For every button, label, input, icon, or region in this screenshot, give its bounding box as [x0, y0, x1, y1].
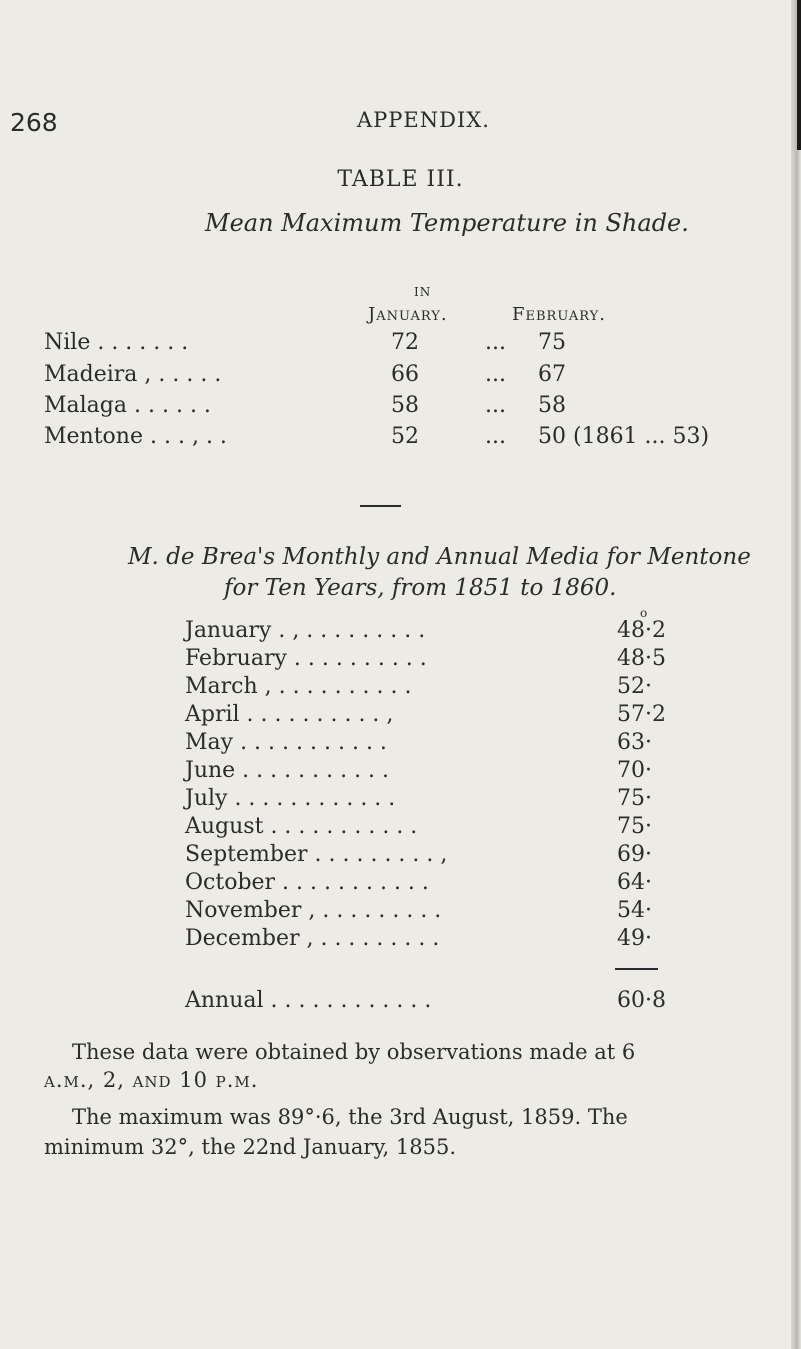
month-label: July . . . . . . . . . . . .	[185, 786, 396, 811]
month-value: 69·	[617, 842, 652, 867]
table-title: TABLE III.	[337, 167, 464, 192]
table-row-label: Nile . . . . . . .	[44, 330, 189, 355]
sum-rule	[615, 968, 658, 970]
month-label: March , . . . . . . . . . .	[185, 674, 412, 699]
note-paragraph-2-line-2: minimum 32°, the 22nd January, 1855.	[44, 1135, 456, 1159]
month-value: 49·	[617, 926, 652, 951]
degree-marker: o	[640, 606, 648, 620]
table-row-label: Mentone . . . , . .	[44, 424, 227, 449]
month-label: August . . . . . . . . . . .	[185, 814, 418, 839]
table-subtitle: Mean Maximum Temperature in Shade.	[205, 209, 689, 237]
table-cell-separator: ...	[485, 362, 506, 387]
table-cell-february: 50 (1861 ... 53)	[538, 424, 710, 449]
section-divider	[360, 505, 401, 507]
table-cell-separator: ...	[485, 424, 506, 449]
month-value: 64·	[617, 870, 652, 895]
month-label: January . , . . . . . . . . .	[185, 618, 426, 643]
month-value: 63·	[617, 730, 652, 755]
table-cell-january: 58	[391, 393, 419, 418]
annual-label: Annual . . . . . . . . . . . .	[185, 988, 432, 1013]
month-value: 57·2	[617, 702, 666, 727]
running-head: APPENDIX.	[357, 108, 490, 132]
page-edge-shadow	[791, 0, 801, 1349]
table-cell-january: 66	[391, 362, 419, 387]
month-value: 75·	[617, 786, 652, 811]
month-label: October . . . . . . . . . . .	[185, 870, 429, 895]
month-label: December , . . . . . . . . .	[185, 926, 440, 951]
month-value: 70·	[617, 758, 652, 783]
note-paragraph-1-line-2: a.m., 2, and 10 p.m.	[44, 1068, 259, 1092]
note-paragraph-2-line-1: The maximum was 89°·6, the 3rd August, 1859. The	[72, 1105, 628, 1129]
page-edge-line	[797, 0, 801, 150]
section-heading-line1: M. de Brea's Monthly and Annual Media for Mentone	[128, 544, 751, 570]
table-cell-february: 67	[538, 362, 566, 387]
table-cell-january: 72	[391, 330, 419, 355]
month-value: 48·2	[617, 618, 666, 643]
month-value: 52·	[617, 674, 652, 699]
month-label: February . . . . . . . . . .	[185, 646, 427, 671]
month-value: 75·	[617, 814, 652, 839]
month-label: November , . . . . . . . . .	[185, 898, 442, 923]
table-cell-january: 52	[391, 424, 419, 449]
table-row-label: Malaga . . . . . .	[44, 393, 211, 418]
month-label: May . . . . . . . . . . .	[185, 730, 387, 755]
table-cell-separator: ...	[485, 330, 506, 355]
column-header-january: January.	[368, 304, 448, 325]
table-cell-february: 75	[538, 330, 566, 355]
page-number: 268	[10, 108, 58, 137]
column-header-in: IN	[414, 285, 432, 299]
month-label: June . . . . . . . . . . .	[185, 758, 390, 783]
month-value: 54·	[617, 898, 652, 923]
month-value: 48·5	[617, 646, 666, 671]
month-label: April . . . . . . . . . . ,	[185, 702, 394, 727]
table-cell-february: 58	[538, 393, 566, 418]
table-cell-separator: ...	[485, 393, 506, 418]
column-header-february: February.	[512, 304, 606, 325]
annual-value: 60·8	[617, 988, 666, 1013]
note-paragraph-1-line-1: These data were obtained by observations made at 6	[72, 1040, 636, 1064]
table-row-label: Madeira , . . . . .	[44, 362, 222, 387]
month-label: September . . . . . . . . . ,	[185, 842, 448, 867]
section-heading-line2: for Ten Years, from 1851 to 1860.	[224, 575, 617, 601]
